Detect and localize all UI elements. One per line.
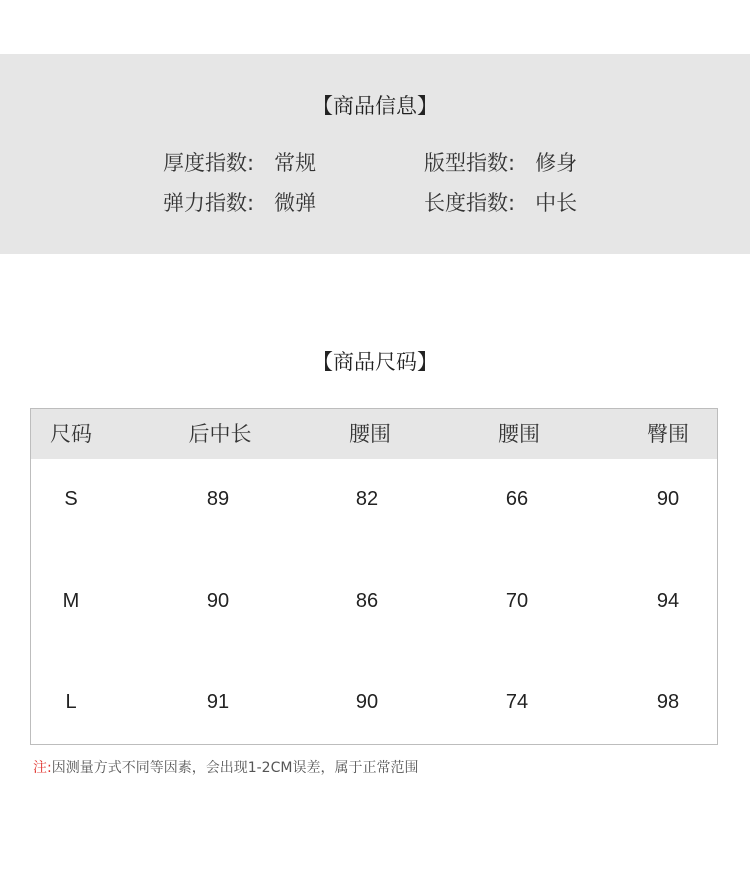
table-row bbox=[31, 688, 717, 716]
attr-label: 弹力指数: bbox=[163, 191, 255, 215]
cell-hip: 94 bbox=[656, 590, 680, 612]
cell-size: M bbox=[62, 590, 80, 612]
cell-size: S bbox=[64, 488, 78, 510]
attr-value: 常规 bbox=[274, 151, 317, 175]
table-header-row bbox=[31, 409, 717, 459]
header-hip: 臀围 bbox=[647, 422, 689, 446]
cell-back-length: 90 bbox=[206, 590, 230, 612]
cell-waist-2: 70 bbox=[505, 590, 529, 612]
cell-waist-2: 74 bbox=[505, 691, 529, 713]
attr-fit bbox=[424, 149, 577, 177]
attr-elasticity bbox=[163, 189, 316, 217]
cell-back-length: 91 bbox=[206, 691, 230, 713]
cell-back-length: 89 bbox=[206, 488, 230, 510]
attr-thickness bbox=[163, 149, 316, 177]
cell-waist: 90 bbox=[355, 691, 379, 713]
attr-label: 厚度指数: bbox=[163, 151, 255, 175]
attr-label: 版型指数: bbox=[424, 151, 516, 175]
cell-size: L bbox=[65, 691, 77, 713]
cell-hip: 98 bbox=[656, 691, 680, 713]
header-size: 尺码 bbox=[50, 422, 92, 446]
cell-waist: 86 bbox=[355, 590, 379, 612]
product-info-section bbox=[0, 54, 750, 254]
product-info-title: 【商品信息】 bbox=[312, 94, 438, 118]
table-row bbox=[31, 587, 717, 615]
attr-label: 长度指数: bbox=[424, 191, 516, 215]
table-row bbox=[31, 485, 717, 513]
attr-value: 中长 bbox=[535, 191, 578, 215]
cell-hip: 90 bbox=[656, 488, 680, 510]
size-chart-title: 【商品尺码】 bbox=[312, 350, 438, 374]
header-waist: 腰围 bbox=[349, 422, 391, 446]
attr-value: 微弹 bbox=[274, 191, 317, 215]
measurement-note bbox=[33, 758, 418, 778]
attr-value: 修身 bbox=[535, 151, 578, 175]
header-waist-2: 腰围 bbox=[498, 422, 540, 446]
cell-waist-2: 66 bbox=[505, 488, 529, 510]
cell-waist: 82 bbox=[355, 488, 379, 510]
note-text: 因测量方式不同等因素，会出现1-2CM误差，属于正常范围 bbox=[51, 760, 419, 776]
attr-length bbox=[424, 189, 577, 217]
header-back-length: 后中长 bbox=[188, 422, 252, 446]
size-table bbox=[30, 408, 718, 745]
note-prefix: 注: bbox=[33, 760, 52, 776]
